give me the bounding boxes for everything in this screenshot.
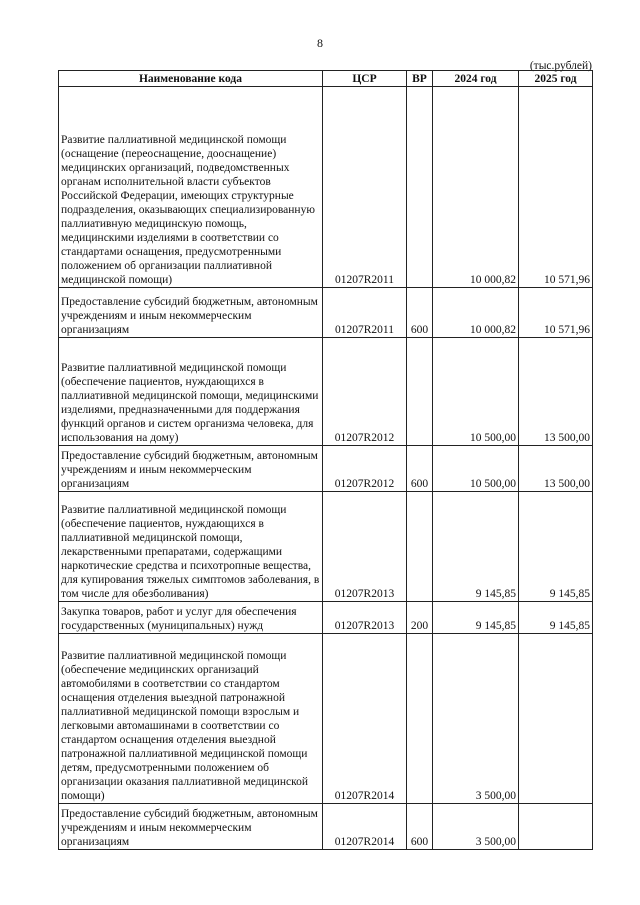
row-vr: 200 [407, 602, 433, 634]
row-csr: 01207R2014 [323, 634, 407, 804]
row-name: Предоставление субсидий бюджетным, автономным учреждениям и иным некоммерческим организациям [59, 804, 323, 850]
table-row [59, 804, 593, 850]
row-csr: 01207R2011 [323, 288, 407, 338]
row-name: Предоставление субсидий бюджетным, автономным учреждениям и иным некоммерческим организациям [59, 288, 323, 338]
row-2024: 9 145,85 [433, 602, 519, 634]
row-2025: 10 571,96 [519, 288, 593, 338]
header-vr: ВР [407, 71, 433, 87]
table-row [59, 87, 593, 288]
row-2024: 3 500,00 [433, 634, 519, 804]
row-name: Развитие паллиативной медицинской помощи (обеспечение пациентов, нуждающихся в паллиативной медицинской помощи, лекарственными препаратами, содержащими наркотические средства и психотропные вещества, для купирования тяжелых симптомов заболевания, в том числе для обезболивания) [59, 492, 323, 602]
row-2025: 9 145,85 [519, 492, 593, 602]
row-vr: 600 [407, 446, 433, 492]
row-csr: 01207R2013 [323, 492, 407, 602]
row-csr: 01207R2014 [323, 804, 407, 850]
row-2024: 10 000,82 [433, 87, 519, 288]
table-row [59, 602, 593, 634]
row-2024: 9 145,85 [433, 492, 519, 602]
header-2025: 2025 год [519, 71, 593, 87]
row-vr [407, 492, 433, 602]
header-csr: ЦСР [323, 71, 407, 87]
units-label: (тыс.рублей) [529, 60, 592, 72]
row-vr: 600 [407, 804, 433, 850]
row-csr: 01207R2013 [323, 602, 407, 634]
row-2024: 10 000,82 [433, 288, 519, 338]
row-name: Развитие паллиативной медицинской помощи (оснащение (переоснащение, дооснащение) медицинских организаций, подведомственных органам исполнительной власти субъектов Российской Федерации, имеющих структурные подразделения, оказывающих специализированную паллиативную медицинскую помощь, медицинскими изделиями в соответствии со стандартами оснащения, предусмотренными положением об организации паллиативной медицинской помощи) [59, 87, 323, 288]
row-vr [407, 338, 433, 446]
header-2024: 2024 год [433, 71, 519, 87]
row-vr [407, 634, 433, 804]
budget-table [58, 70, 593, 850]
header-name: Наименование кода [59, 71, 323, 87]
table-header-row [59, 71, 593, 87]
row-csr: 01207R2011 [323, 87, 407, 288]
table-row [59, 288, 593, 338]
row-name: Развитие паллиативной медицинской помощи (обеспечение пациентов, нуждающихся в паллиативной медицинской помощи, медицинскими изделиями, предназначенными для поддержания функций органов и систем организма человека, для использования на дому) [59, 338, 323, 446]
row-name: Развитие паллиативной медицинской помощи (обеспечение медицинских организаций автомобилями в соответствии со стандартом оснащения отделения выездной патронажной паллиативной медицинской помощи взрослым и легковыми автомашинами в соответствии со стандартом оснащения отделения выездной патронажной паллиативной медицинской помощи детям, предусмотренными положением об организации оказания паллиативной медицинской помощи) [59, 634, 323, 804]
table-row [59, 634, 593, 804]
row-csr: 01207R2012 [323, 338, 407, 446]
row-2024: 10 500,00 [433, 446, 519, 492]
table-row [59, 338, 593, 446]
row-2025: 13 500,00 [519, 446, 593, 492]
row-name: Предоставление субсидий бюджетным, автономным учреждениям и иным некоммерческим организациям [59, 446, 323, 492]
row-2025: 13 500,00 [519, 338, 593, 446]
row-2025 [519, 804, 593, 850]
row-2024: 10 500,00 [433, 338, 519, 446]
row-2025: 10 571,96 [519, 87, 593, 288]
row-2025 [519, 634, 593, 804]
page-number: 8 [317, 36, 323, 50]
row-2025: 9 145,85 [519, 602, 593, 634]
table-row [59, 446, 593, 492]
row-vr: 600 [407, 288, 433, 338]
row-vr [407, 87, 433, 288]
row-2024: 3 500,00 [433, 804, 519, 850]
row-name: Закупка товаров, работ и услуг для обеспечения государственных (муниципальных) нужд [59, 602, 323, 634]
row-csr: 01207R2012 [323, 446, 407, 492]
table-row [59, 492, 593, 602]
